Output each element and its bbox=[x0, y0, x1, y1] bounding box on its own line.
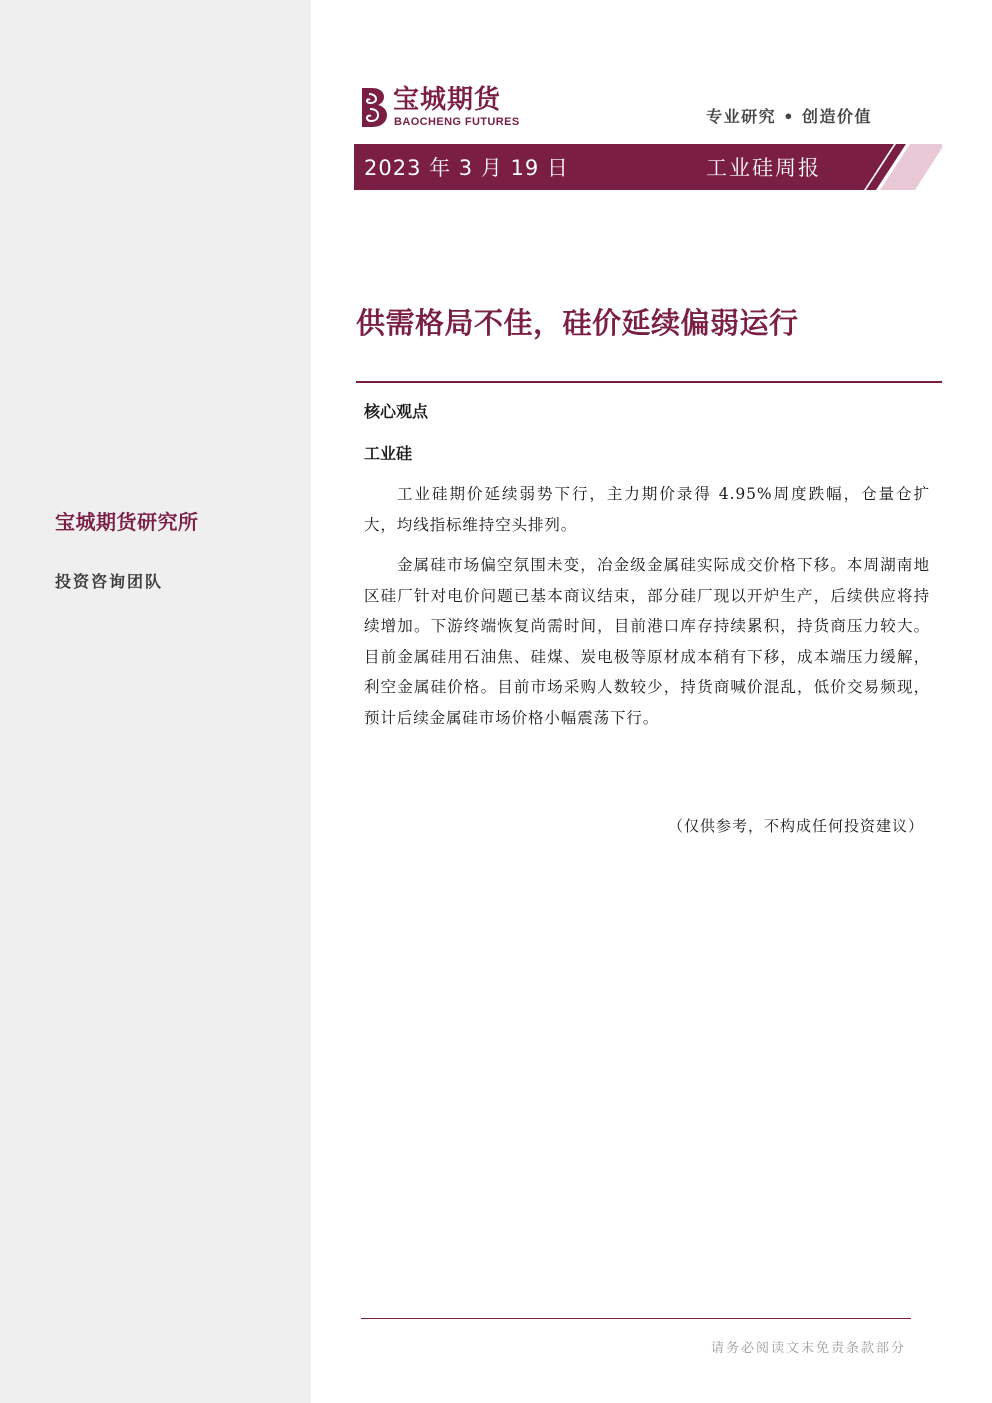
subsection-label: 工业硅 bbox=[364, 444, 413, 463]
sidebar-institute-name: 宝城期货研究所 bbox=[55, 510, 199, 534]
report-date: 2023 年 3 月 19 日 bbox=[364, 156, 569, 180]
header-slogan: 专业研究 • 创造价值 bbox=[706, 107, 872, 126]
sidebar-team-name: 投资咨询团队 bbox=[55, 572, 164, 591]
core-view-label: 核心观点 bbox=[364, 402, 429, 421]
footer-divider bbox=[361, 1318, 911, 1319]
header-banner bbox=[354, 144, 942, 190]
logo-english-name: BAOCHENG FUTURES bbox=[394, 116, 520, 128]
sidebar bbox=[0, 0, 311, 1403]
report-headline: 供需格局不佳，硅价延续偏弱运行 bbox=[356, 306, 799, 340]
reference-note: （仅供参考，不构成任何投资建议） bbox=[667, 817, 924, 835]
footer-disclaimer: 请务必阅读文末免责条款部分 bbox=[710, 1341, 906, 1356]
report-type: 工业硅周报 bbox=[706, 156, 821, 180]
headline-divider bbox=[356, 381, 942, 383]
company-logo bbox=[356, 84, 521, 132]
logo-chinese-name: 宝城期货 bbox=[393, 85, 502, 115]
paragraph-futures: 工业硅期价延续弱势下行，主力期价录得 4.95%周度跌幅，仓量仓扩大，均线指标维持空头排列。 bbox=[364, 485, 930, 534]
paragraph-spot-market: 金属硅市场偏空氛围未变，冶金级金属硅实际成交价格下移。本周湖南地区硅厂针对电价问题已基本商议结束，部分硅厂现以开炉生产，后续供应将持续增加。下游终端恢复尚需时间，目前港口库存持续累积，持货商压力较大。目前金属硅用石油焦、硅煤、炭电极等原材成本稍有下移，成本端压力缓解，利空金属硅价格。目前市场采购人数较少，持货商喊价混乱，低价交易频现，预计后续金属硅市场价格小幅震荡下行。 bbox=[364, 556, 930, 727]
logo-emblem-icon bbox=[356, 84, 392, 130]
